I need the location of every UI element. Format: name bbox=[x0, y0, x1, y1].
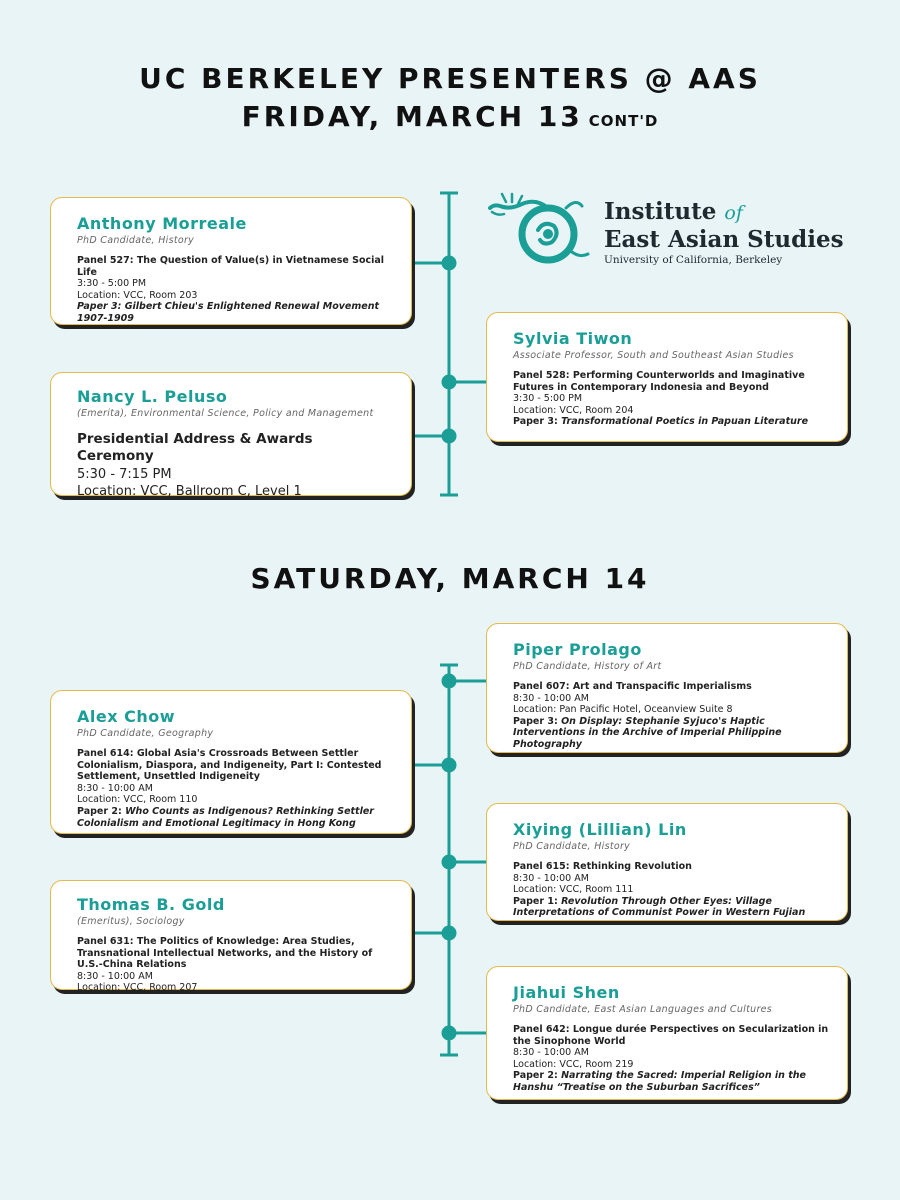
paper-title: Paper 3: Transformational Poetics in Papuan Literature bbox=[513, 416, 809, 428]
panel-title: Panel 631: The Politics of Knowledge: Area Studies, Transnational Intellectual Networks, and the History of U.S.-China Relations bbox=[77, 936, 373, 971]
paper-title: Paper 3: Gilbert Chieu's Enlightened Renewal Movement 1907-1909 bbox=[77, 301, 380, 324]
session-location: Location: VCC, Room 207 bbox=[77, 982, 198, 994]
session-time: 8:30 - 10:00 AM bbox=[77, 970, 153, 982]
presenter-card-alex-chow bbox=[50, 690, 412, 834]
presenter-name: Alex Chow bbox=[77, 707, 176, 726]
panel-title: Panel 642: Longue durée Perspectives on Secularization in the Sinophone World bbox=[513, 1024, 829, 1047]
presenter-role: PhD Candidate, History bbox=[77, 235, 195, 246]
panel-title: Panel 528: Performing Counterworlds and Imaginative Futures in Contemporary Indonesia and Beyond bbox=[513, 370, 805, 393]
session-location: Location: Pan Pacific Hotel, Oceanview Suite 8 bbox=[513, 704, 733, 716]
date-saturday: SATURDAY, MARCH 14 bbox=[250, 562, 650, 595]
presenter-name: Piper Prolago bbox=[513, 640, 642, 659]
session-time: 8:30 - 10:00 AM bbox=[77, 782, 153, 794]
presenter-role: PhD Candidate, Geography bbox=[77, 728, 214, 739]
session-time: 8:30 - 10:00 AM bbox=[513, 692, 589, 704]
presenter-name: Thomas B. Gold bbox=[77, 895, 225, 914]
paper-title: Paper 2: Who Counts as Indigenous? Rethinking Settler Colonialism and Emotional Legitimacy in Hong Kong bbox=[77, 805, 374, 829]
session-time: 8:30 - 10:00 AM bbox=[513, 1047, 589, 1059]
presenter-role: PhD Candidate, History of Art bbox=[513, 661, 662, 672]
presenter-card-xiying-lin bbox=[486, 803, 848, 921]
paper-title: Paper 2: Narrating the Sacred: Imperial Religion in the Hanshu “Treatise on the Suburban Sacrifices” bbox=[513, 1070, 806, 1093]
contd-label: CONT'D bbox=[588, 112, 659, 130]
panel-title: Presidential Address & Awards Ceremony bbox=[77, 431, 313, 464]
presenter-card-jiahui-shen bbox=[486, 966, 848, 1100]
presenter-card-piper-prolago bbox=[486, 623, 848, 753]
session-location: Location: VCC, Room 111 bbox=[513, 884, 634, 896]
logo-text-line1: Institute of bbox=[604, 198, 743, 225]
session-time: 8:30 - 10:00 AM bbox=[513, 872, 589, 884]
panel-title: Panel 615: Rethinking Revolution bbox=[513, 861, 692, 872]
paper-title: Paper 3: On Display: Stephanie Syjuco's Haptic Interventions in the Archive of Imperial Philippine Photography bbox=[513, 715, 782, 750]
presenter-card-thomas-gold bbox=[50, 880, 412, 994]
presenter-name: Xiying (Lillian) Lin bbox=[513, 820, 687, 839]
session-location: Location: VCC, Room 110 bbox=[77, 794, 198, 806]
presenter-name: Nancy L. Peluso bbox=[77, 387, 228, 406]
logo-text-line2: East Asian Studies bbox=[604, 226, 844, 253]
panel-title: Panel 527: The Question of Value(s) in Vietnamese Social Life bbox=[77, 255, 385, 278]
panel-title: Panel 614: Global Asia's Crossroads Between Settler Colonialism, Diaspora, and Indigeneity, Part I: Contested Settlement, Unsettled Indigeneity bbox=[77, 748, 382, 783]
presenter-name: Anthony Morreale bbox=[77, 214, 247, 233]
paper-title: Paper 1: Revolution Through Other Eyes: Village Interpretations of Communist Power in Western Fujian bbox=[513, 895, 806, 919]
session-location: Location: VCC, Room 204 bbox=[513, 404, 634, 416]
presenter-role: (Emeritus), Sociology bbox=[77, 916, 185, 927]
presenter-role: Associate Professor, South and Southeast Asian Studies bbox=[513, 350, 794, 361]
presenter-card-anthony-morreale bbox=[50, 197, 412, 325]
presenter-role: (Emerita), Environmental Science, Policy and Management bbox=[77, 408, 374, 419]
session-time: 3:30 - 5:00 PM bbox=[513, 393, 583, 405]
session-location: Location: VCC, Room 203 bbox=[77, 289, 198, 301]
ieas-logo bbox=[486, 190, 844, 270]
presenter-name: Jiahui Shen bbox=[513, 983, 620, 1002]
session-location: Location: VCC, Ballroom C, Level 1 bbox=[77, 484, 302, 499]
logo-text-line3: University of California, Berkeley bbox=[604, 254, 783, 266]
session-location: Location: VCC, Room 219 bbox=[513, 1058, 634, 1070]
page-title-line1: UC BERKELEY PRESENTERS @ AAS bbox=[139, 62, 761, 95]
session-time: 3:30 - 5:00 PM bbox=[77, 278, 147, 290]
presenter-role: PhD Candidate, History bbox=[513, 841, 631, 852]
session-time: 5:30 - 7:15 PM bbox=[77, 467, 172, 482]
presenter-name: Sylvia Tiwon bbox=[513, 329, 633, 348]
presenter-role: PhD Candidate, East Asian Languages and Cultures bbox=[513, 1004, 773, 1015]
presenter-card-sylvia-tiwon bbox=[486, 312, 848, 442]
date-friday: FRIDAY, MARCH 13 bbox=[241, 100, 583, 133]
dragon-emblem-icon bbox=[486, 190, 596, 268]
panel-title: Panel 607: Art and Transpacific Imperialisms bbox=[513, 681, 752, 692]
presenter-card-nancy-peluso bbox=[50, 372, 412, 499]
